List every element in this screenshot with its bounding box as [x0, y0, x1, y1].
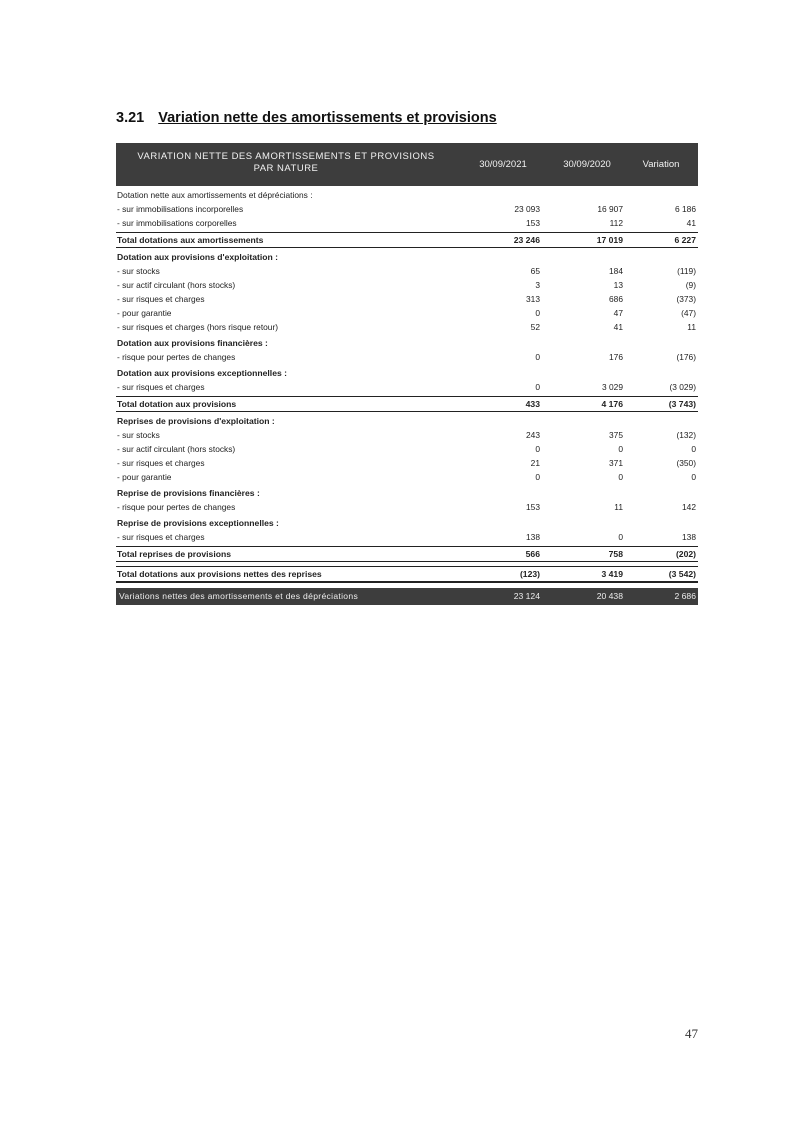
section-heading: Variation nette des amortissements et provisions [158, 110, 497, 126]
row-value-2021: 313 [526, 294, 540, 304]
row-value-2021: 243 [526, 430, 540, 440]
row-label: - risque pour pertes de changes [117, 502, 236, 512]
row-value-2021: 65 [530, 266, 540, 276]
row-value-2021: (123) [519, 569, 540, 579]
row-value-2020: 371 [609, 458, 623, 468]
row-label: - pour garantie [117, 472, 172, 482]
table-total-row [116, 546, 698, 562]
row-label: - sur risques et charges [117, 294, 205, 304]
row-label: Total dotations aux amortissements [117, 235, 264, 245]
footer-value-2020: 20 438 [596, 591, 623, 601]
page-number: 47 [685, 1026, 698, 1041]
table-section-heading [116, 336, 698, 350]
row-value-2020: 11 [614, 502, 623, 512]
row-value-2020: 758 [608, 549, 623, 559]
row-label: - sur risques et charges [117, 382, 205, 392]
row-value-variation: (47) [681, 308, 696, 318]
row-label: - sur immobilisations incorporelles [117, 204, 244, 214]
row-value-variation: (202) [675, 549, 696, 559]
row-value-2020: 3 419 [601, 569, 623, 579]
row-value-variation: 41 [686, 218, 696, 228]
footer-value-2021: 23 124 [513, 591, 540, 601]
row-label: Reprise de provisions financières : [117, 488, 260, 498]
table-row [116, 530, 698, 544]
row-value-2020: 0 [618, 444, 623, 454]
table-row [116, 278, 698, 292]
row-label: - sur risques et charges [117, 532, 205, 542]
row-label: Reprises de provisions d'exploitation : [117, 416, 275, 426]
footer-label: Variations nettes des amortissements et des dépréciations [119, 591, 359, 601]
row-value-2021: 0 [535, 472, 540, 482]
row-label: Dotation aux provisions d'exploitation : [117, 252, 279, 262]
table-header [116, 143, 698, 186]
row-value-2020: 13 [613, 280, 623, 290]
row-value-2021: 3 [535, 280, 540, 290]
row-value-2020: 184 [609, 266, 623, 276]
table-row [116, 320, 698, 334]
table-row [116, 306, 698, 320]
header-col-2021: 30/09/2021 [479, 159, 527, 170]
row-value-variation: 138 [682, 532, 696, 542]
table-row [116, 202, 698, 216]
row-label: - sur risques et charges [117, 458, 205, 468]
table-row [116, 470, 698, 484]
row-value-2020: 4 176 [601, 399, 623, 409]
row-value-2020: 0 [618, 472, 623, 482]
row-value-2020: 0 [618, 532, 623, 542]
row-label: - sur risques et charges (hors risque retour) [117, 322, 279, 332]
table-section-heading [116, 250, 698, 264]
table-row [116, 188, 698, 202]
row-value-variation: 6 186 [675, 204, 696, 214]
row-label: - sur stocks [117, 430, 160, 440]
header-col-2020: 30/09/2020 [563, 159, 611, 170]
table-body [116, 188, 698, 583]
row-value-2020: 112 [609, 218, 623, 228]
row-value-2020: 3 029 [602, 382, 623, 392]
header-label: VARIATION NETTE DES AMORTISSEMENTS ET PROVISIONS PAR NATURE [137, 151, 435, 174]
row-value-2021: 0 [535, 382, 540, 392]
row-value-variation: (132) [676, 430, 696, 440]
row-value-variation: (3 029) [669, 382, 696, 392]
row-value-2021: 433 [525, 399, 540, 409]
row-value-variation: 0 [691, 472, 696, 482]
row-value-variation: 142 [682, 502, 696, 512]
row-label: - sur actif circulant (hors stocks) [117, 444, 236, 454]
row-value-variation: (3 743) [668, 399, 696, 409]
row-label: - sur actif circulant (hors stocks) [117, 280, 236, 290]
row-value-2021: 23 093 [514, 204, 540, 214]
row-value-2021: 153 [526, 502, 540, 512]
table-section-heading [116, 366, 698, 380]
row-value-2020: 17 019 [596, 235, 623, 245]
row-value-2021: 52 [530, 322, 540, 332]
table-row [116, 264, 698, 278]
row-label: Total dotations aux provisions nettes des reprises [117, 569, 322, 579]
row-value-2020: 375 [609, 430, 623, 440]
table-total-row [116, 566, 698, 583]
table-row [116, 216, 698, 230]
row-value-2020: 47 [613, 308, 623, 318]
table-row [116, 456, 698, 470]
row-value-2020: 686 [609, 294, 623, 304]
row-value-2021: 0 [535, 444, 540, 454]
row-value-2021: 0 [535, 352, 540, 362]
row-label: Reprise de provisions exceptionnelles : [117, 518, 279, 528]
section-title [116, 110, 497, 126]
table-section-heading [116, 414, 698, 428]
row-label: Total reprises de provisions [117, 549, 231, 559]
row-value-variation: (373) [676, 294, 696, 304]
row-value-variation: (3 542) [668, 569, 696, 579]
row-label: - sur stocks [117, 266, 160, 276]
table-section-heading [116, 516, 698, 530]
table-total-row [116, 396, 698, 412]
row-value-2021: 566 [525, 549, 540, 559]
row-value-2021: 0 [535, 308, 540, 318]
table-row [116, 380, 698, 394]
row-value-2021: 153 [526, 218, 540, 228]
row-value-2021: 138 [526, 532, 540, 542]
row-value-variation: 6 227 [674, 235, 696, 245]
row-label: Dotation aux provisions exceptionnelles : [117, 368, 287, 378]
row-value-2020: 41 [613, 322, 623, 332]
table-row [116, 292, 698, 306]
row-label: - sur immobilisations corporelles [117, 218, 237, 228]
table-row [116, 428, 698, 442]
table-row [116, 442, 698, 456]
row-value-variation: (9) [685, 280, 696, 290]
table-footer [116, 588, 698, 605]
footer-value-variation: 2 686 [674, 591, 696, 601]
row-label: - pour garantie [117, 308, 172, 318]
table-total-row [116, 232, 698, 248]
section-number: 3.21 [116, 110, 145, 126]
row-label: Dotation nette aux amortissements et dépréciations : [117, 190, 313, 200]
row-label: - risque pour pertes de changes [117, 352, 236, 362]
table-row [116, 500, 698, 514]
row-value-variation: (119) [677, 266, 696, 276]
row-label: Dotation aux provisions financières : [117, 338, 268, 348]
row-value-2021: 21 [530, 458, 540, 468]
header-col-variation: Variation [642, 159, 680, 170]
row-value-variation: 0 [691, 444, 696, 454]
row-value-variation: (176) [676, 352, 696, 362]
table-row [116, 350, 698, 364]
row-label: Total dotation aux provisions [117, 399, 237, 409]
row-value-2020: 16 907 [597, 204, 623, 214]
table-section-heading [116, 486, 698, 500]
row-value-2021: 23 246 [513, 235, 540, 245]
row-value-variation: 11 [687, 322, 696, 332]
row-value-variation: (350) [676, 458, 696, 468]
row-value-2020: 176 [609, 352, 623, 362]
